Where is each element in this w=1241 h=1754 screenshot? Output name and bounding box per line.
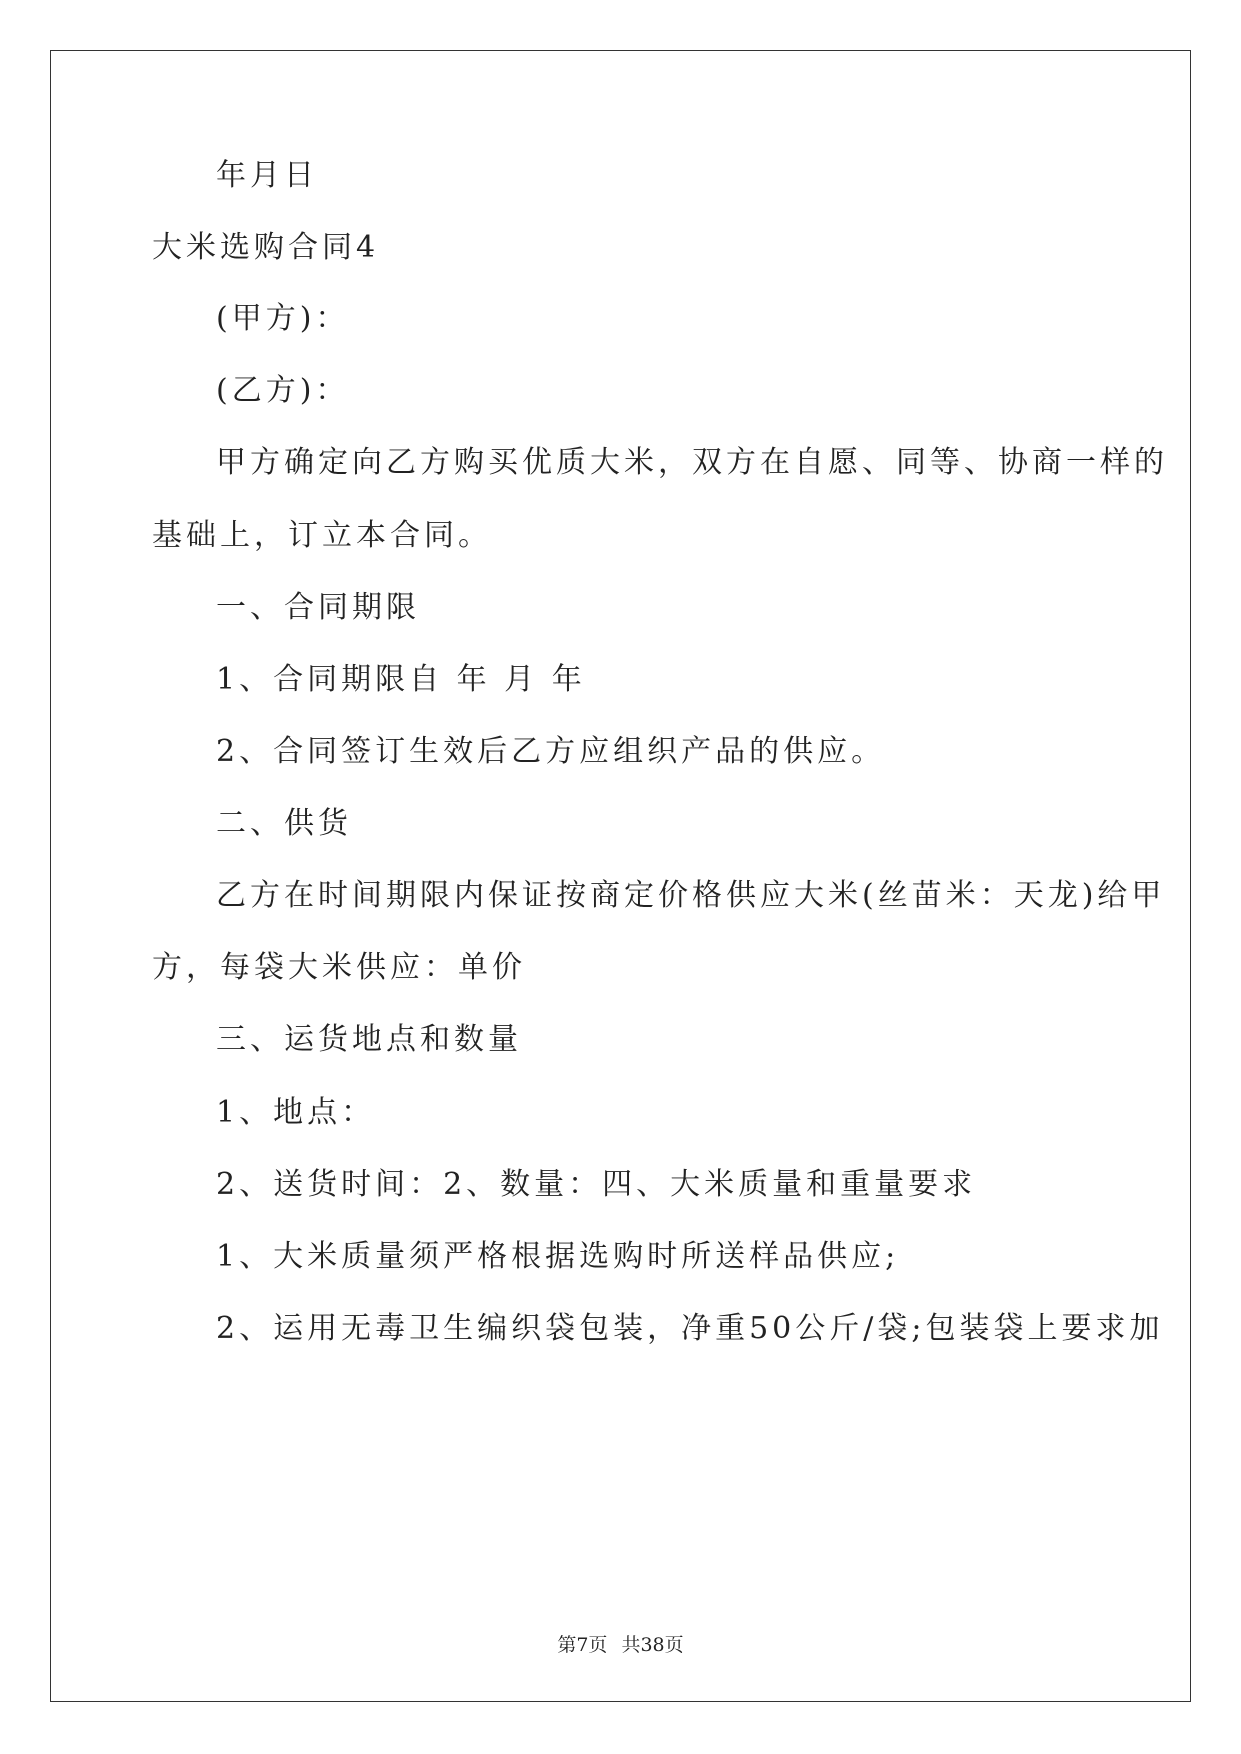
clause-line: 2、送货时间：2、数量：四、大米质量和重量要求	[216, 1167, 977, 1202]
contract-title: 大米选购合同4	[152, 230, 380, 265]
party-b-line: (乙方)：	[216, 373, 350, 408]
party-a-line: (甲方)：	[216, 301, 350, 336]
paragraph-line: 基础上，订立本合同。	[152, 518, 492, 553]
clause-line: 2、运用无毒卫生编织袋包装，净重50公斤/袋;包装袋上要求加	[216, 1311, 1164, 1346]
page-footer	[0, 1633, 1241, 1657]
page-total: 共38页	[621, 1634, 684, 1656]
paragraph-line: 甲方确定向乙方购买优质大米，双方在自愿、同等、协商一样的	[216, 445, 1168, 480]
clause-line: 1、地点：	[216, 1095, 376, 1130]
clause-line: 1、合同期限自 年 月 年	[216, 662, 586, 697]
section-heading: 二、供货	[216, 806, 352, 841]
paragraph-line: 乙方在时间期限内保证按商定价格供应大米(丝苗米：天龙)给甲	[216, 878, 1166, 913]
page-number: 第7页	[557, 1634, 608, 1656]
date-line: 年月日	[216, 158, 318, 193]
clause-line: 2、合同签订生效后乙方应组织产品的供应。	[216, 734, 886, 769]
section-heading: 三、运货地点和数量	[216, 1022, 522, 1057]
clause-line: 1、大米质量须严格根据选购时所送样品供应;	[216, 1239, 900, 1274]
section-heading: 一、合同期限	[216, 590, 420, 625]
paragraph-line: 方，每袋大米供应：单价	[152, 950, 526, 985]
